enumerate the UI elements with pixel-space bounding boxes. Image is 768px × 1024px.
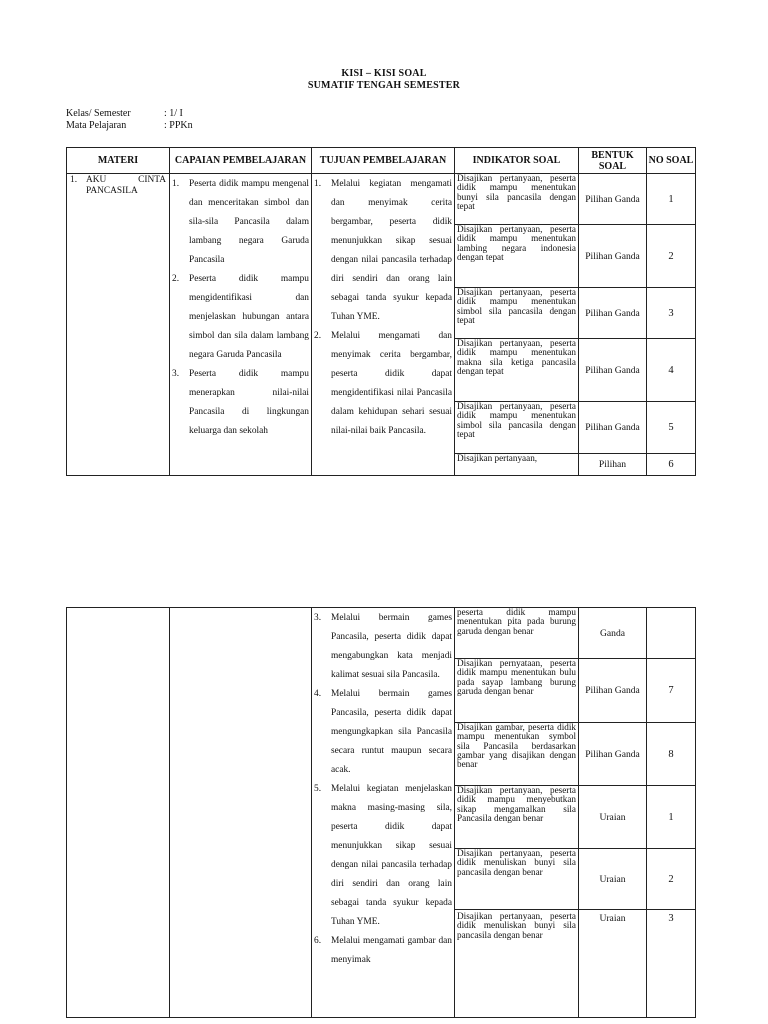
list-item: 2. Peserta didik mampu mengidentifikasi dan menjelaskan hubungan antara simbol dan sila dalam lambang negara Garuda Pancasila [172, 274, 309, 360]
bentuk-cell: Pilihan Ganda [579, 174, 647, 225]
indikator-text: Disajikan pernyataan, peserta didik mampu menentukan bulu pada sayap lambang burung garuda dengan benar [457, 659, 576, 696]
no-soal-cell: 6 [647, 454, 696, 476]
tujuan-cell [312, 608, 455, 1018]
no-soal-cell: 4 [647, 339, 696, 402]
list-item: 6. Melalui mengamati gambar dan menyimak [314, 936, 452, 965]
capaian-list [170, 174, 311, 441]
no-soal-cell: 1 [647, 174, 696, 225]
indikator-text: Disajikan gambar, peserta didik mampu menentukan symbol sila Pancasila berdasarkan gambar yang disajikan dengan benar [457, 723, 576, 770]
list-item: 1. Peserta didik mampu mengenal dan menceritakan simbol dan sila-sila Pancasila dalam lambang negara Garuda Pancasila [172, 179, 309, 265]
bentuk-cell: Uraian [579, 910, 647, 1018]
bentuk-cell: Pilihan Ganda [579, 402, 647, 454]
indikator-text: Disajikan pertanyaan, peserta didik mampu menyebutkan sikap mengamalkan sila Pancasila dengan benar [457, 786, 576, 823]
no-soal-cell: 3 [647, 910, 696, 1018]
materi-text: AKU CINTA PANCASILA [86, 175, 166, 196]
list-item: 3. Melalui bermain games Pancasila, peserta didik dapat mengabungkan kata menjadi kalimat sesuai sila Pancasila. [314, 613, 452, 680]
kelas-label: Kelas/ Semester [66, 108, 131, 119]
capaian-cell [170, 174, 312, 476]
kelas-value: : 1/ I [164, 108, 183, 119]
no-soal-cell: 7 [647, 659, 696, 723]
bentuk-cell: Ganda [579, 608, 647, 659]
bentuk-cell: Pilihan Ganda [579, 288, 647, 339]
list-item: 4. Melalui bermain games Pancasila, peserta didik dapat mengungkapkan sila Pancasila secara runtut maupun secara acak. [314, 689, 452, 775]
materi-cell [67, 174, 170, 476]
header-tujuan: TUJUAN PEMBELAJARAN [312, 148, 455, 174]
indikator-text: Disajikan pertanyaan, peserta didik menuliskan bunyi sila pancasila dengan benar [457, 849, 576, 877]
bentuk-cell: Uraian [579, 849, 647, 910]
indikator-text: Disajikan pertanyaan, peserta didik mampu menentukan bunyi sila pancasila dengan tepat [457, 174, 576, 211]
meta-kelas [66, 108, 183, 119]
bentuk-cell: Pilihan Ganda [579, 339, 647, 402]
bentuk-cell: Pilihan [579, 454, 647, 476]
kisi-table-page2 [66, 607, 696, 1018]
kisi-table-page1 [66, 147, 696, 476]
materi-cell-empty [67, 608, 170, 1018]
tujuan-list [312, 174, 454, 441]
indikator-text: Disajikan pertanyaan, peserta didik mampu menentukan lambing negara indonesia dengan tepat [457, 225, 576, 262]
materi-number: 1. [70, 175, 78, 185]
capaian-cell-empty [170, 608, 312, 1018]
header-indikator: INDIKATOR SOAL [455, 148, 579, 174]
no-soal-cell: 2 [647, 225, 696, 288]
list-item: 5. Melalui kegiatan menjelaskan makna masing-masing sila, peserta didik dapat menunjukkan sikap sesuai dengan nilai pancasila terhadap diri sendiri dan orang lain sebagai tanda syukur kepada Tuhan YME. [314, 784, 452, 927]
no-soal-cell: 3 [647, 288, 696, 339]
bentuk-cell: Pilihan Ganda [579, 659, 647, 723]
header-no-soal: NO SOAL [647, 148, 696, 174]
list-item: 3. Peserta didik mampu menerapkan nilai-nilai Pancasila di lingkungan keluarga dan sekolah [172, 369, 309, 436]
header-materi: MATERI [67, 148, 170, 174]
table-row [67, 608, 696, 659]
document-title: KISI – KISI SOAL [341, 68, 427, 79]
bentuk-cell: Uraian [579, 786, 647, 849]
document-subtitle: SUMATIF TENGAH SEMESTER [307, 80, 461, 91]
indikator-text: Disajikan pertanyaan, [457, 454, 538, 463]
bentuk-cell: Pilihan Ganda [579, 723, 647, 786]
no-soal-cell: 2 [647, 849, 696, 910]
tujuan-cell [312, 174, 455, 476]
list-item: 2. Melalui mengamati dan menyimak cerita bergambar, peserta didik dapat mengidentifikasi nilai Pancasila dalam kehidupan sehari sesuai nilai-nilai baik Pancasila. [314, 331, 452, 436]
mapel-value: : PPKn [164, 120, 193, 131]
indikator-text: peserta didik mampu menentukan pita pada burung garuda dengan benar [457, 608, 576, 636]
list-item: 1. Melalui kegiatan mengamati dan menyimak cerita bergambar, peserta didik menunjukkan sikap sesuai dengan nilai pancasila terhadap diri sendiri dan orang lain sebagai tanda syukur kepada Tuhan YME. [314, 179, 452, 322]
mapel-label: Mata Pelajaran [66, 120, 127, 131]
header-capaian: CAPAIAN PEMBELAJARAN [170, 148, 312, 174]
table-row [67, 174, 696, 225]
indikator-text: Disajikan pertanyaan, peserta didik mampu menentukan simbol sila pancasila dengan tepat [457, 288, 576, 325]
header-bentuk: BENTUK SOAL [579, 148, 647, 174]
no-soal-cell: 5 [647, 402, 696, 454]
indikator-text: Disajikan pertanyaan, peserta didik menuliskan bunyi sila pancasila dengan benar [457, 911, 576, 940]
indikator-text: Disajikan pertanyaan, peserta didik mampu menentukan simbol sila pancasila dengan tepat [457, 402, 576, 439]
no-soal-cell: 8 [647, 723, 696, 786]
bentuk-cell: Pilihan Ganda [579, 225, 647, 288]
tujuan-list [312, 608, 454, 970]
meta-mapel [66, 120, 193, 131]
indikator-text: Disajikan pertanyaan, peserta didik mampu menentukan makna sila ketiga pancasila dengan tepat [457, 339, 576, 376]
no-soal-cell: 1 [647, 786, 696, 849]
no-soal-cell [647, 608, 696, 659]
